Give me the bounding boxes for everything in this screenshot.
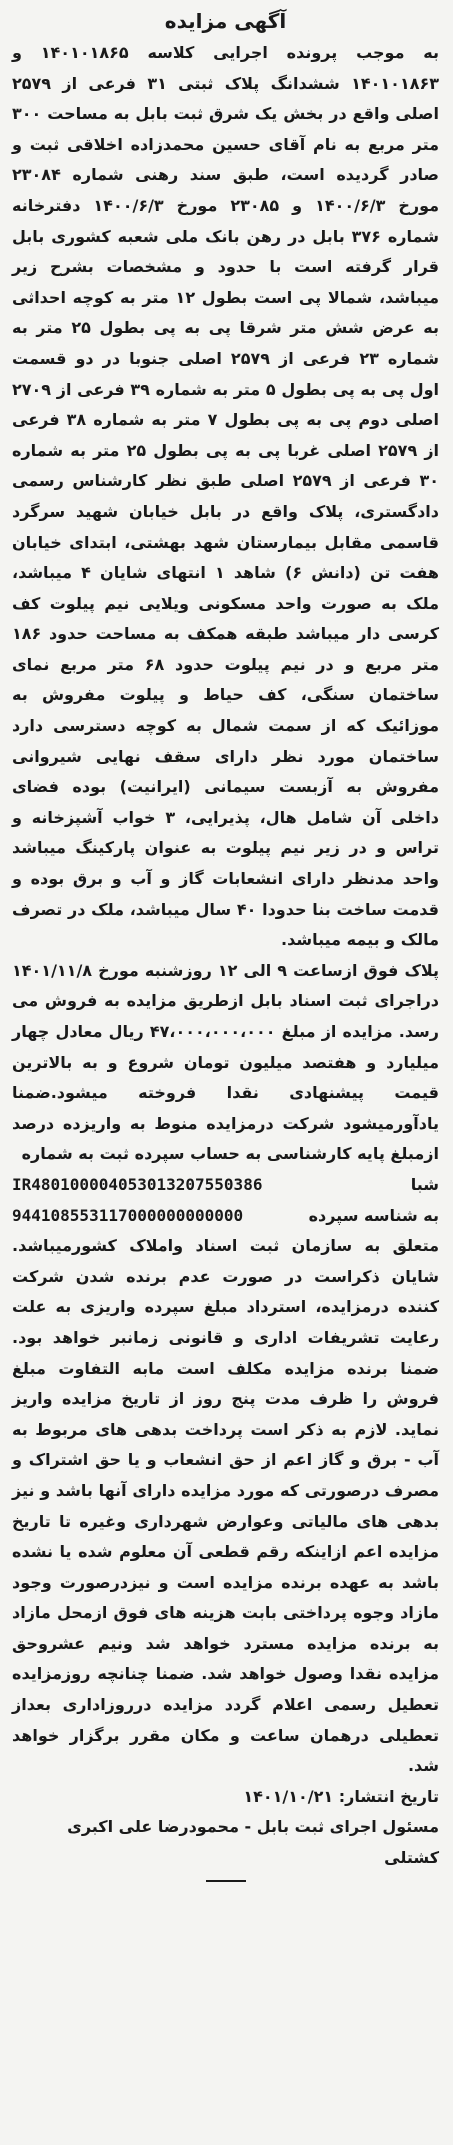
notice-paragraph-conditions: متعلق به سازمان ثبت اسناد واملاک کشورمیباشد. شایان ذکراست در صورت عدم برنده شدن شرکت کننده درمزایده، استرداد مبلغ سپرده واریزی به علت رعایت تشریفات اداری و قانونی زمانبر خواهد بود. ضمنا برنده مزایده مکلف است مابه التفاوت مبلغ فروش را ظرف مدت پنج روز از تاریخ مزایده واریز نماید. لازم به ذکر است پرداخت بدهی های مربوط به آب - برق و گاز اعم از حق انشعاب و یا حق اشتراک و مصرف درصورتی که مورد مزایده دارای آنها باشد و نیز بدهی های مالیاتی وعوارض شهرداری وغیره تا تاریخ مزایده اعم ازاینکه رقم قطعی آن معلوم شده یا نشده باشد به عهده برنده مزایده است و نیزدرصورت وجود مازاد وجوه پرداختی بابت هزینه های فوق ازمحل مازاد به برنده مزایده مسترد خواهد شد ونیم عشروحق مزایده نقدا وصول خواهد شد. ضمنا چنانچه روزمزایده تعطیل رسمی اعلام گردد مزایده درروزاداری بعداز تعطیلی درهمان ساعت و مکان مقرر برگزار خواهد شد.: [12, 1236, 439, 1776]
publish-date: تاریخ انتشار: ۱۴۰۱/۱۰/۲۱: [243, 1786, 439, 1806]
notice-paragraph-auction-terms: پلاک فوق ازساعت ۹ الی ۱۲ روزشنبه مورخ ۱۴۰۱/۱۱/۸ دراجرای ثبت اسناد بابل ازطریق مزایده به فروش می رسد. مزایده از مبلغ ۴۷،۰۰۰،۰۰۰،۰۰۰ ریال معادل چهار میلیارد و هفتصد میلیون تومان شروع و به بالاترین قیمت پیشنهادی نقدا فروخته میشود.ضمنا یادآورمیشود شرکت درمزایده منوط به واریزده درصد ازمبلغ پایه کارشناسی به حساب سپرده ثبت به شماره: [12, 960, 440, 1164]
deposit-label: به شناسه سپرده: [308, 1205, 439, 1225]
deposit-id: 944108553117000000000000: [12, 1205, 244, 1225]
closing-divider: [206, 1880, 246, 1882]
notice-paragraph-property: به موجب پرونده اجرایی کلاسه ۱۴۰۱۰۱۸۶۵ و ۱۴۰۱۰۱۸۶۳ ششدانگ پلاک ثبتی ۳۱ فرعی از ۲۵۷۹ اصلی واقع در بخش یک شرق ثبت بابل به مساحت ۳۰۰ متر مربع به نام آقای حسین محمدزاده اخلاقی ثبت و صادر گردیده است، طبق سند رهنی شماره ۲۳۰۸۴ مورخ ۱۴۰۰/۶/۳ و ۲۳۰۸۵ مورخ ۱۴۰۰/۶/۳ دفترخانه شماره ۳۷۶ بابل در رهن بانک ملی شعبه کشوری بابل قرار گرفته است با حدود و مشخصات بشرح زیر میباشد، شمالا پی است بطول ۱۲ متر به کوچه احداثی به عرض شش متر شرقا پی به پی بطول ۲۵ متر به شماره ۲۳ فرعی از ۲۵۷۹ اصلی جنوبا در دو قسمت اول پی به پی بطول ۵ متر به شماره ۳۹ فرعی از ۲۷۰۹ اصلی دوم پی به پی بطول ۷ متر به شماره ۳۸ فرعی از ۲۵۷۹ اصلی غربا پی به پی بطول ۲۵ متر به شماره ۳۰ فرعی از ۲۵۷۹ اصلی طبق نظر کارشناس رسمی دادگستری، پلاک واقع در بابل خیابان شهید سرگرد قاسمی مقابل بیمارستان شهد بهشتی، ابتدای خیابان هفت تن (دانش ۶) شاهد ۱ انتهای شایان ۴ میباشد، ملک به صورت واحد مسکونی ویلایی نیم پیلوت کف کرسی دار میباشد طبقه همکف به مساحت حدود ۱۸۶ متر مربع و در نیم پیلوت حدود ۶۸ متر مربع نمای ساختمان سنگی، کف حیاط و پیلوت مفروش به موزائیک که از سمت شمال به کوچه دسترسی دارد ساختمان مورد نظر دارای سقف نهایی شیروانی مفروش به آزبست سیمانی (ایرانیت) بوده فضای داخلی آن شامل هال، پذیرایی، ۳ خواب آشپزخانه و تراس و در زیر نیم پیلوت به عنوان پارکینگ میباشد واحد مدنظر دارای انشعابات گاز و آب و برق بوده و قدمت ساخت بنا حدودا ۴۰ سال میباشد، ملک در تصرف مالک و بیمه میباشد.: [12, 43, 440, 950]
sheba-number: IR480100004053013207550386: [12, 1174, 263, 1194]
deposit-line: [12, 1201, 439, 1232]
signature-line: مسئول اجرای ثبت بابل - محمودرضا علی اکبری: [67, 1817, 439, 1837]
notice-title: آگهی مزایده: [164, 9, 287, 33]
sheba-label: شبا: [410, 1174, 439, 1194]
signature-surname: کشتلی: [384, 1848, 439, 1868]
sheba-line: [12, 1170, 439, 1201]
